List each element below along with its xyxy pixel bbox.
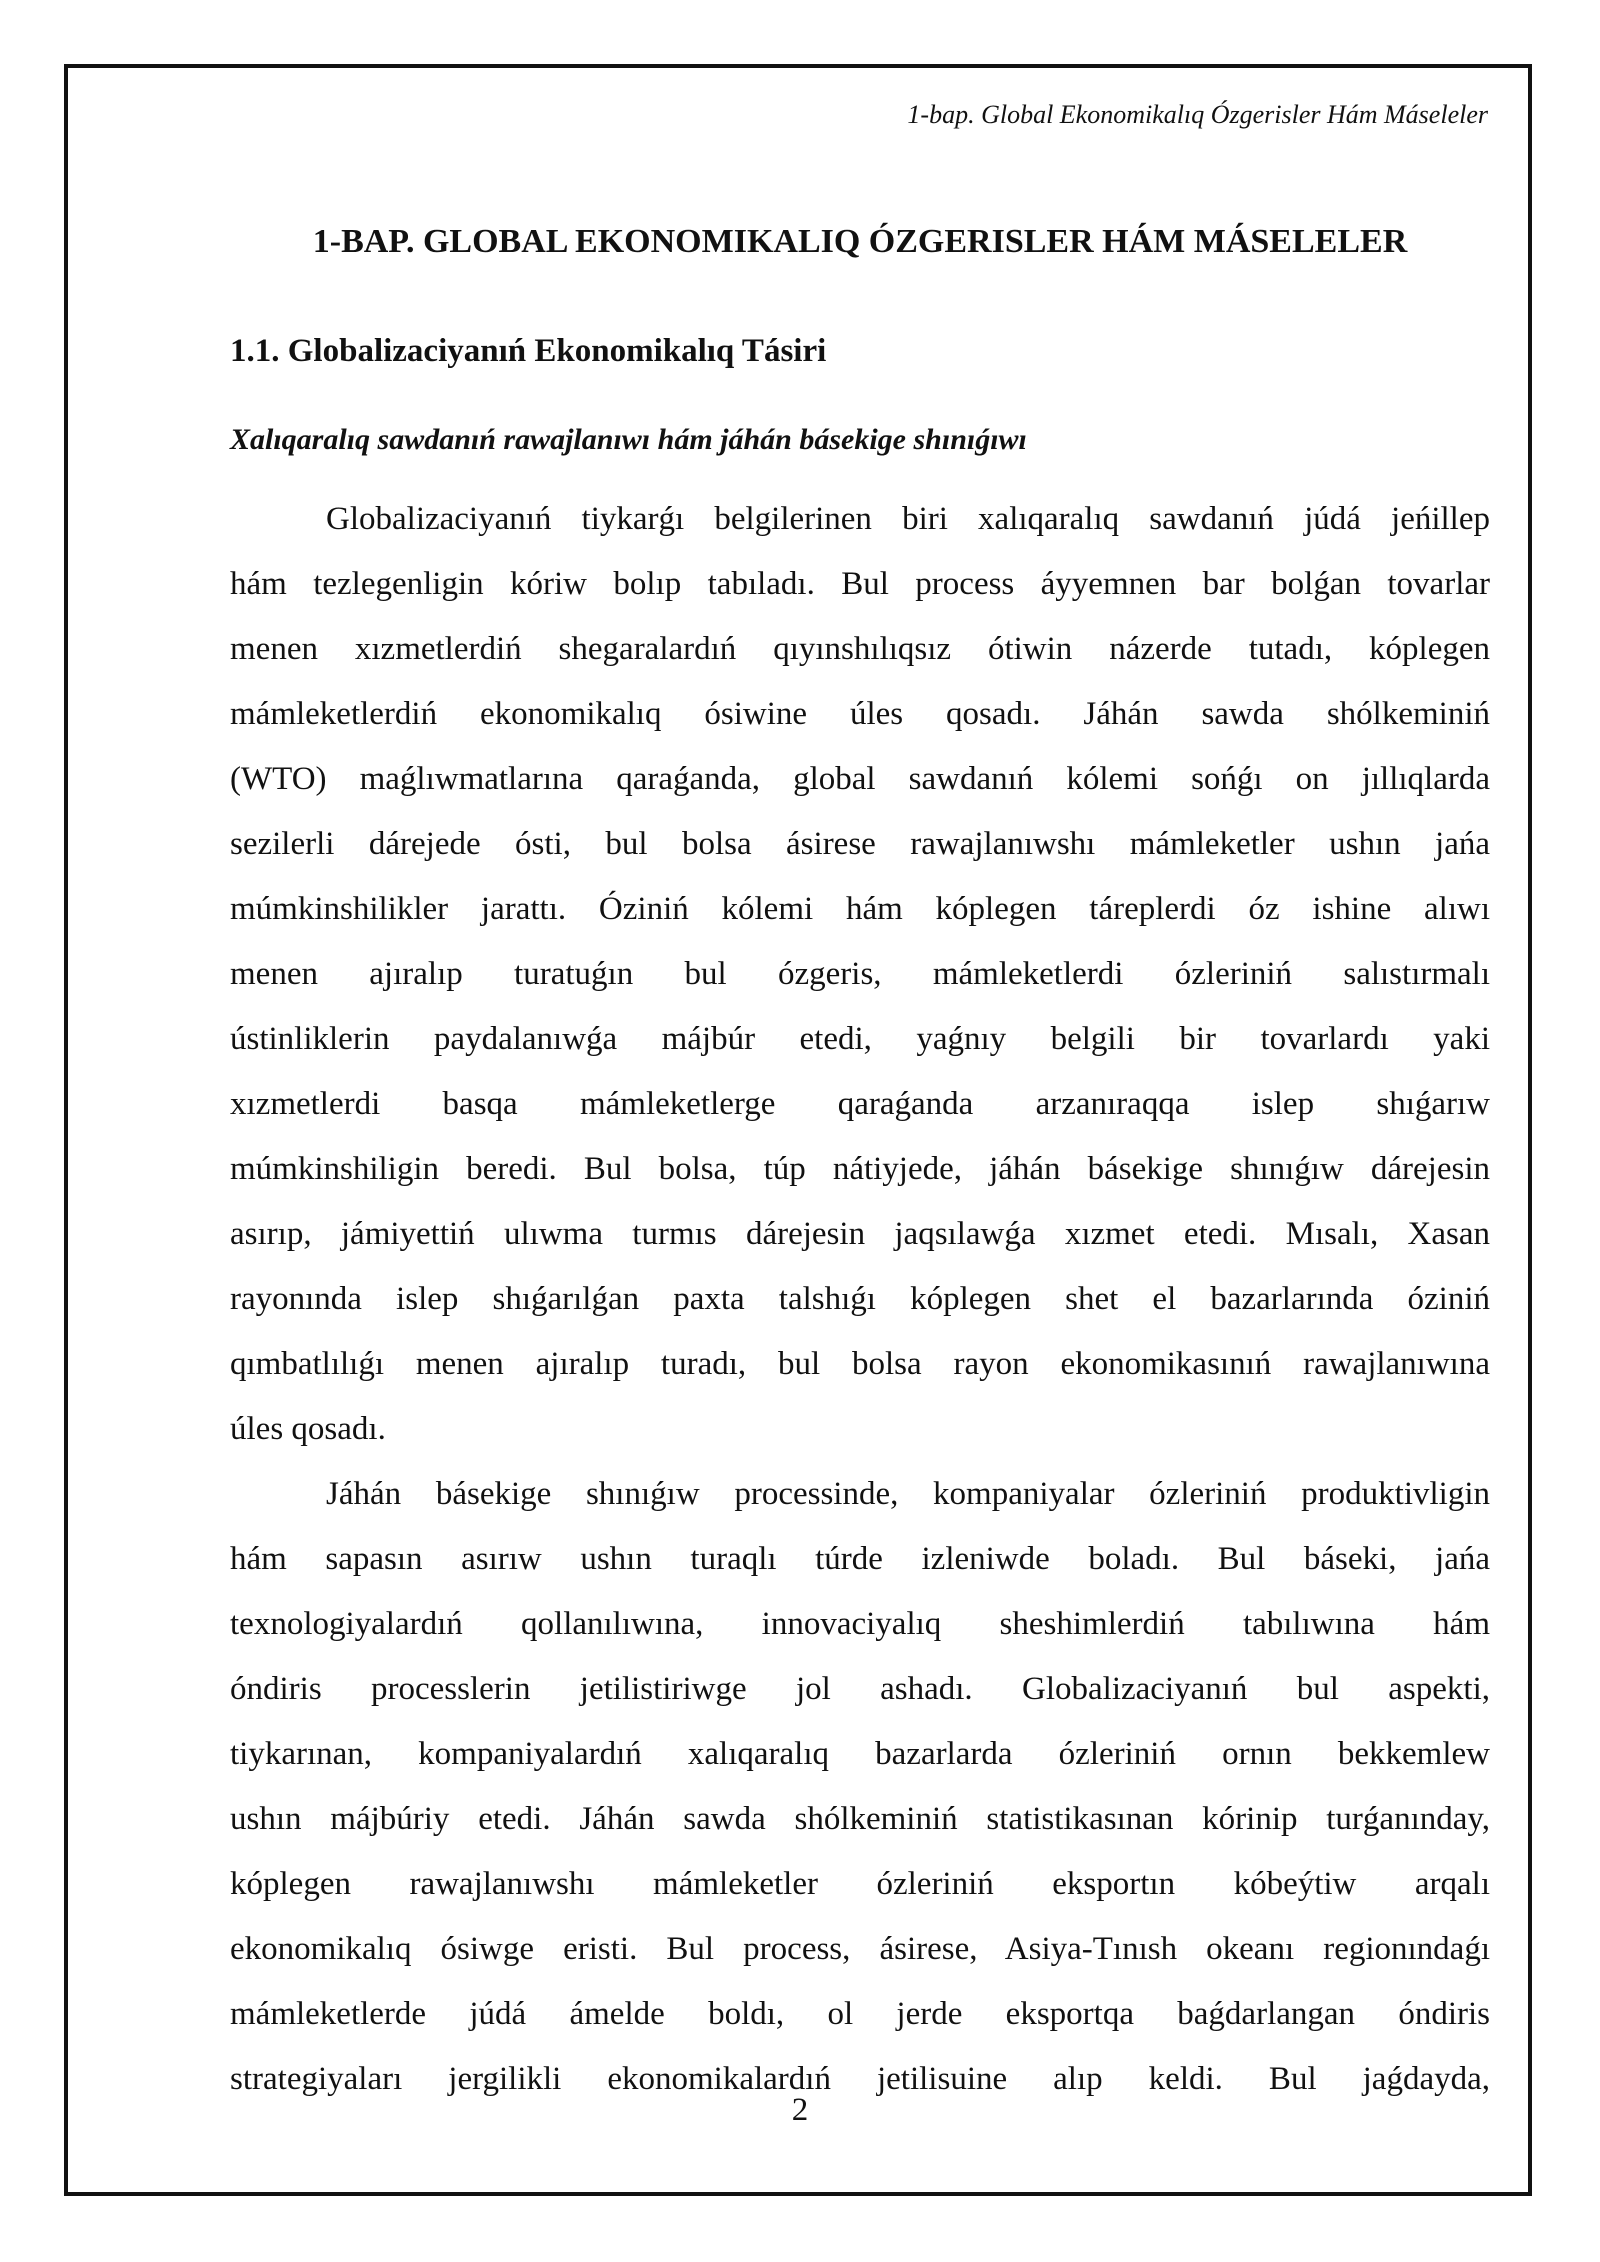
text-line: Jáhán básekige shınıǵıw processinde, kompaniyalar ózleriniń produktivligin [326, 1476, 1490, 1512]
text-line: hám tezlegenligin kóriw bolıp tabıladı. Bul process áyyemnen bar bolǵan tovarlar [230, 566, 1490, 602]
text-line: menen xızmetlerdiń shegaralardıń qıyınshılıqsız ótiwin názerde tutadı, kóplegen [230, 631, 1490, 667]
text-line: óndiris processlerin jetilistiriwge jol ashadı. Globalizaciyanıń bul aspekti, [230, 1671, 1490, 1707]
running-header: 1-bap. Global Ekonomikalıq Ózgerisler Hám Máseleler [907, 100, 1488, 129]
text-line: texnologiyalardıń qollanılıwına, innovaciyalıq sheshimlerdiń tabılıwına hám [230, 1606, 1490, 1642]
text-line: strategiyaları jergilikli ekonomikalardıń jetilisuine alıp keldi. Bul jaǵdayda, [230, 2061, 1490, 2097]
chapter-title: 1-BAP. GLOBAL EKONOMIKALIQ ÓZGERISLER HÁM MÁSELELER [312, 223, 1408, 260]
page-number: 2 [791, 2092, 809, 2128]
text-line: xızmetlerdi basqa mámleketlerge qaraǵanda arzanıraqqa islep shıǵarıw [230, 1086, 1490, 1122]
text-line: múmkinshiligin beredi. Bul bolsa, túp nátiyjede, jáhán básekige shınıǵıw dárejesin [230, 1151, 1490, 1187]
text-line: hám sapasın asırıw ushın turaqlı túrde izleniwde boladı. Bul báseki, jańa [230, 1541, 1490, 1577]
paragraph-2 [230, 1462, 1490, 2112]
text-line: rayonında islep shıǵarılǵan paxta talshıǵı kóplegen shet el bazarlarında óziniń [230, 1281, 1490, 1317]
text-line: ushın májbúriy etedi. Jáhán sawda shólkeminiń statistikasınan kórinip turǵanınday, [230, 1801, 1490, 1837]
subsection-title: Xalıqaralıq sawdanıń rawajlanıwı hám jáhán básekige shınıǵıwı [230, 423, 1027, 456]
text-line: asırıp, jámiyettiń ulıwma turmıs dárejesin jaqsılawǵa xızmet etedi. Mısalı, Xasan [230, 1216, 1490, 1252]
text-line: múmkinshilikler jarattı. Óziniń kólemi hám kóplegen táreplerdi óz ishine alıwı [230, 891, 1490, 927]
text-line: sezilerli dárejede ósti, bul bolsa ásirese rawajlanıwshı mámleketler ushın jańa [230, 826, 1490, 862]
text-line: mámleketlerdiń ekonomikalıq ósiwine úles qosadı. Jáhán sawda shólkeminiń [230, 696, 1490, 732]
text-line: (WTO) maǵlıwmatlarına qaraǵanda, global sawdanıń kólemi sońǵı on jıllıqlarda [230, 761, 1490, 797]
text-line: Globalizaciyanıń tiykarǵı belgilerinen biri xalıqaralıq sawdanıń júdá jeńillep [326, 501, 1490, 537]
section-title: 1.1. Globalizaciyanıń Ekonomikalıq Tásiri [230, 333, 827, 369]
text-line: tiykarınan, kompaniyalardıń xalıqaralıq bazarlarda ózleriniń ornın bekkemlew [230, 1736, 1490, 1772]
text-line: ekonomikalıq ósiwge eristi. Bul process, ásirese, Asiya-Tınısh okeanı regionındaǵı [230, 1931, 1490, 1967]
text-line: kóplegen rawajlanıwshı mámleketler ózleriniń eksportın kóbeýtiw arqalı [230, 1866, 1490, 1902]
text-line: ústinliklerin paydalanıwǵa májbúr etedi, yaǵnıy belgili bir tovarlardı yaki [230, 1021, 1490, 1057]
body-text [230, 487, 1490, 2112]
text-line: qımbatlılıǵı menen ajıralıp turadı, bul bolsa rayon ekonomikasınıń rawajlanıwına [230, 1346, 1490, 1382]
text-line: úles qosadı. [230, 1411, 386, 1447]
text-line: menen ajıralıp turatuǵın bul ózgeris, mámleketlerdi ózleriniń salıstırmalı [230, 956, 1490, 992]
text-line: mámleketlerde júdá ámelde boldı, ol jerde eksportqa baǵdarlangan óndiris [230, 1996, 1490, 2032]
paragraph-1 [230, 487, 1490, 1462]
